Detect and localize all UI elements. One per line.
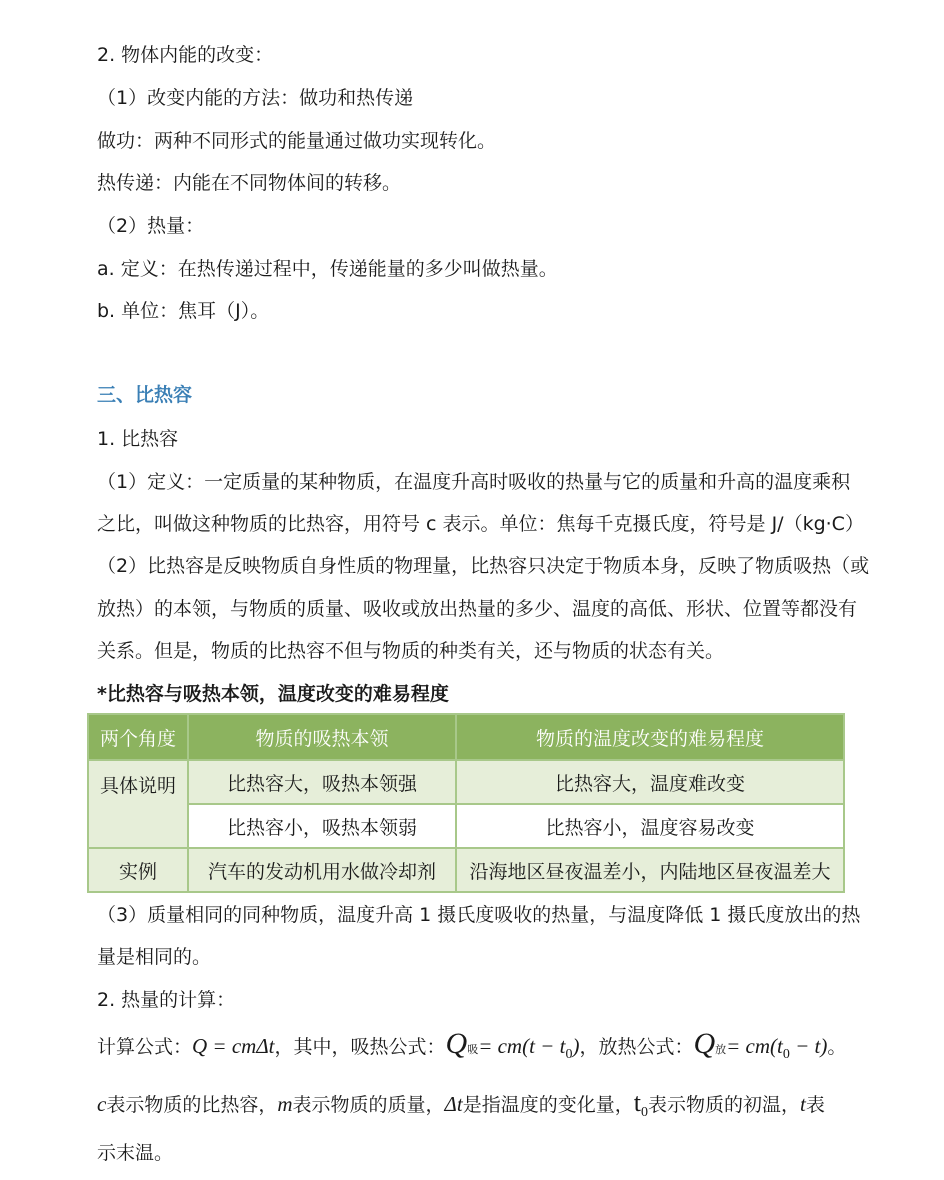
subsection-title: 1. 比热容 [97, 428, 179, 450]
table-cell: 比热容小，温度容易改变 [456, 804, 844, 848]
paragraph-3-line-2: 量是相同的。 [97, 946, 212, 968]
symbol-m: m [277, 1092, 293, 1116]
table-header-cell: 物质的温度改变的难易程度 [456, 714, 844, 760]
definition-line-1: （1）定义：一定质量的某种物质，在温度升高时吸收的热量与它的质量和升高的温度乘积 [97, 471, 851, 493]
symbol-t: t [799, 1092, 806, 1116]
paragraph-definition: a. 定义：在热传递过程中，传递能量的多少叫做热量。 [97, 258, 558, 280]
comparison-table [87, 713, 845, 893]
formula-lead: 计算公式： [97, 1036, 193, 1058]
table-title: *比热容与吸热本领，温度改变的难易程度 [97, 683, 449, 705]
table-cell: 比热容大，温度难改变 [456, 760, 844, 804]
table-row [88, 760, 844, 804]
table-cell: 汽车的发动机用水做冷却剂 [188, 848, 456, 892]
table-cell: 沿海地区昼夜温差小，内陆地区昼夜温差大 [456, 848, 844, 892]
paragraph-line-1: （2）比热容是反映物质自身性质的物理量，比热容只决定于物质本身，反映了物质吸热（或 [97, 555, 870, 577]
text-c: 表示物质的比热容， [106, 1094, 278, 1116]
formula-main: Q = cmΔt [192, 1034, 275, 1058]
formula-mid2: ，放热公式： [579, 1036, 694, 1058]
paragraph-heat-quantity: （2）热量： [97, 215, 205, 237]
table-header-cell: 物质的吸热本领 [188, 714, 456, 760]
explanation-line-2: 示末温。 [97, 1142, 174, 1164]
symbol-t0-zero: 0 [640, 1105, 648, 1120]
table-cell: 比热容小，吸热本领弱 [188, 804, 456, 848]
symbol-c: c [97, 1092, 107, 1116]
paragraph-unit: b. 单位：焦耳（J）。 [97, 300, 270, 322]
table-row-label: 实例 [88, 848, 188, 892]
section-title: 2. 物体内能的改变： [97, 44, 274, 66]
definition-line-2: 之比，叫做这种物质的比热容，用符号 c 表示。单位：焦每千克摄氏度，符号是 J/（kg·C） [97, 513, 864, 535]
paragraph-heat-transfer: 热传递：内能在不同物体间的转移。 [97, 172, 402, 194]
table-row [88, 804, 844, 848]
explanation-line [97, 1086, 825, 1130]
formula-release-subscript: 放 [715, 1043, 727, 1056]
paragraph-methods: （1）改变内能的方法：做功和热传递 [97, 87, 414, 109]
paragraph-3-line-1: （3）质量相同的同种物质，温度升高 1 摄氏度吸收的热量，与温度降低 1 摄氏度放出的热 [97, 904, 861, 926]
paragraph-work: 做功：两种不同形式的能量通过做功实现转化。 [97, 130, 497, 152]
table-header-cell: 两个角度 [88, 714, 188, 760]
section-heading: 三、比热容 [97, 384, 193, 406]
formula-mid: ，其中，吸热公式： [274, 1036, 446, 1058]
text-dt: 是指温度的变化量， [462, 1094, 634, 1116]
table-cell: 比热容大，吸热本领强 [188, 760, 456, 804]
formula-end: 。 [827, 1036, 847, 1058]
paragraph-line-2: 放热）的本领，与物质的质量、吸收或放出热量的多少、温度的高低、形状、位置等都没有 [97, 598, 858, 620]
text-t0: 表示物质的初温， [647, 1094, 800, 1116]
formula-absorb-zero: 0 [565, 1047, 573, 1062]
table-header-row [88, 714, 844, 760]
formula-release-zero: 0 [782, 1047, 790, 1062]
formula-absorb-close: ) [572, 1034, 580, 1058]
table-row-label: 具体说明 [88, 760, 188, 848]
formula-absorb-q: Q [445, 1027, 468, 1060]
subsection-title-2: 2. 热量的计算： [97, 989, 236, 1011]
text-m: 表示物质的质量， [292, 1094, 445, 1116]
formula-line [97, 1024, 846, 1075]
formula-absorb-rhs: = cm(t − t [478, 1034, 566, 1058]
symbol-t0: t [633, 1088, 641, 1117]
formula-release-tail: − t) [789, 1034, 828, 1058]
formula-absorb-subscript: 吸 [467, 1043, 479, 1056]
table-row [88, 848, 844, 892]
symbol-dt: Δt [444, 1092, 463, 1116]
formula-release-q: Q [693, 1027, 716, 1060]
paragraph-line-3: 关系。但是，物质的比热容不但与物质的种类有关，还与物质的状态有关。 [97, 640, 725, 662]
formula-release-rhs: = cm(t [726, 1034, 783, 1058]
text-t: 表 [805, 1094, 825, 1116]
